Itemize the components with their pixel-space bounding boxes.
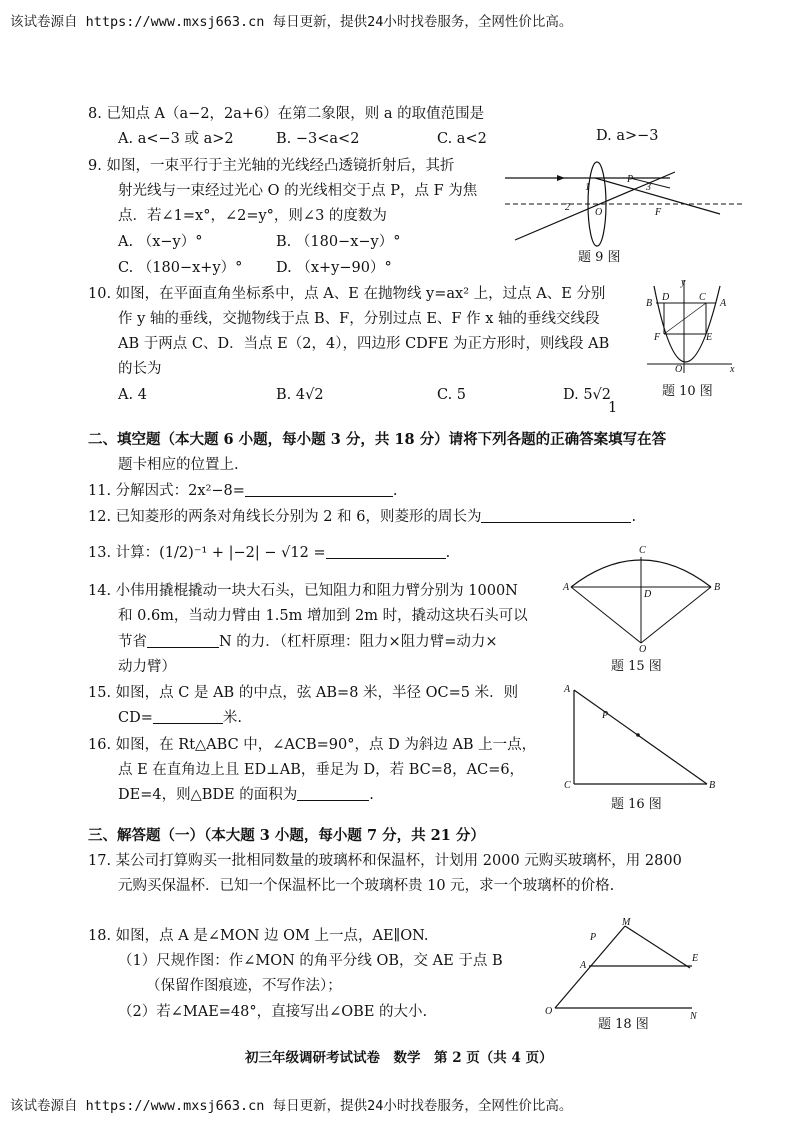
q8-stem: 8. 已知点 A（a−2，2a+6）在第二象限，则 a 的取值范围是 [88,106,485,122]
q18-line-4: （2）若∠MAE=48°，直接写出∠OBE 的大小. [118,1004,428,1020]
source-banner-top: 该试卷源自 https://www.mxsj663.cn 每日更新，提供24小时找卷服务，全网性价比高。 [10,14,573,30]
q14-line-3 [118,632,498,652]
q10-option-a: A. 4 [118,387,147,403]
q11 [88,481,398,501]
q10-label-d: D [662,292,670,303]
q11-text: 11. 分解因式：2x²−8= [88,483,245,499]
q15-label-b: B [714,582,721,593]
q14-answer-blank[interactable] [147,633,219,648]
q9-line-1: 9. 如图，一束平行于主光轴的光线经凸透镜折射后，其折 [88,158,455,174]
section-2-heading-cont: 题卡相应的位置上. [118,457,239,473]
q15-line-2-start: CD= [118,710,153,726]
q13 [88,543,450,563]
q15-label-o: O [639,644,647,655]
q11-end: . [392,483,398,499]
q10-option-d: D. 5√2 [563,387,612,403]
q9-option-a: A. （x−y）° [118,234,203,250]
q10-label-o: O [675,364,683,375]
q18-label-a: A [580,960,587,971]
q17-line-1: 17. 某公司打算购买一批相同数量的玻璃杯和保温杯，计划用 2000 元购买玻璃杯，用 2800 [88,853,682,869]
q14-line-3-start: 节省 [118,634,147,650]
q10-figure [642,278,734,373]
q10-page-mark: 1 [608,400,618,416]
q15-caption: 题 15 图 [611,659,662,674]
q15-line-1: 15. 如图，点 C 是 AB 的中点，弦 AB=8 米，半径 OC=5 米．则 [88,685,519,701]
q16-label-c: C [564,780,571,791]
q9-label-3: 3 [646,182,651,193]
q9-label-1: 1 [585,182,590,193]
q9-line-2: 射光线与一束经过光心 O 的光线相交于点 P，点 F 为焦 [118,183,478,199]
section-3-heading: 三、解答题（一）（本大题 3 小题，每小题 7 分，共 21 分） [88,827,485,844]
q15-figure [563,543,731,653]
q10-line-2: 作 y 轴的垂线，交抛物线于点 B、F，分别过点 E、F 作 x 轴的垂线交线段 [118,311,600,327]
q8-option-b: B. −3<a<2 [276,131,360,147]
source-banner-bottom: 该试卷源自 https://www.mxsj663.cn 每日更新，提供24小时找卷服务，全网性价比高。 [10,1098,573,1114]
q9-option-b: B. （180−x−y）° [276,234,401,250]
q16-answer-blank[interactable] [297,786,369,801]
q10-label-x: x [730,364,735,375]
q13-text: 13. 计算：(1/2)⁻¹ + |−2| − √12 = [88,545,326,561]
q10-caption: 题 10 图 [662,384,713,399]
q14-line-4: 动力臂） [118,659,176,675]
q14-line-3-end: N 的力．（杠杆原理：阻力×阻力臂=动力× [219,634,498,650]
q16-label-b: B [709,780,716,791]
q16-caption: 题 16 图 [611,797,662,812]
q8-option-a: A. a<−3 或 a>2 [118,131,234,147]
q12-text: 12. 已知菱形的两条对角线长分别为 2 和 6，则菱形的周长为 [88,509,482,525]
q10-label-c: C [699,292,706,303]
q13-end: . [445,545,451,561]
section-2-heading: 二、填空题（本大题 6 小题，每小题 3 分，共 18 分）请将下列各题的正确答案填写在答 [88,431,667,448]
q15-answer-blank[interactable] [153,709,223,724]
q10-line-3: AB 于两点 C、D．当点 E（2，4），四边形 CDFE 为正方形时，则线段 AB [118,336,610,352]
q18-label-m: M [622,917,631,928]
q16-line-1: 16. 如图，在 Rt△ABC 中，∠ACB=90°，点 D 为斜边 AB 上一点， [88,737,537,753]
q8-option-c: C. a<2 [437,131,487,147]
q10-label-f: F [654,332,661,343]
q9-option-d: D. （x+y−90）° [276,260,392,276]
q16-line-3 [118,785,374,805]
q10-label-y: y [681,277,686,288]
q9-option-c: C. （180−x+y）° [118,260,243,276]
q12-end: . [631,509,637,525]
q9-label-o: O [595,207,603,218]
q11-answer-blank[interactable] [245,482,393,497]
q18-figure [540,917,720,1022]
q15-line-2 [118,708,242,728]
q15-label-a: A [563,582,570,593]
q18-label-e: E [692,953,699,964]
q15-label-d: D [644,589,652,600]
q10-label-a: A [720,298,727,309]
q10-label-b: B [646,298,653,309]
q12-answer-blank[interactable] [481,508,631,523]
q10-option-b: B. 4√2 [276,387,324,403]
q15-line-2-end: 米. [222,710,242,726]
q18-caption: 题 18 图 [598,1017,649,1032]
q18-label-p: P [590,932,597,943]
q10-line-4: 的长为 [118,361,162,377]
q15-label-c: C [639,545,646,556]
q9-label-2: 2 [565,202,570,213]
q14-line-1: 14. 小伟用撬棍撬动一块大石头，已知阻力和阻力臂分别为 1000N [88,583,518,599]
q16-label-p: P [602,710,609,721]
page-footer: 初三年级调研考试试卷 数学 第 2 页（共 4 页） [245,1050,553,1066]
q16-label-a: A [564,684,571,695]
q18-label-o: O [545,1006,553,1017]
q10-label-e: E [706,332,713,343]
q9-line-3: 点．若∠1=x°，∠2=y°，则∠3 的度数为 [118,208,387,224]
q9-caption: 题 9 图 [578,250,621,265]
q16-figure [562,682,722,792]
q10-option-c: C. 5 [437,387,467,403]
q16-line-3-start: DE=4，则△BDE 的面积为 [118,787,298,803]
q9-label-p: P [627,174,634,185]
q18-line-1: 18. 如图，点 A 是∠MON 边 OM 上一点，AE∥ON. [88,928,429,944]
q16-line-2: 点 E 在直角边上且 ED⊥AB，垂足为 D，若 BC=8，AC=6， [118,762,525,778]
q18-label-n: N [690,1011,697,1022]
q16-line-3-end: . [369,787,374,803]
q18-line-2: （1）尺规作图：作∠MON 的角平分线 OB，交 AE 于点 B [118,953,503,969]
q14-line-2: 和 0.6m，当动力臂由 1.5m 增加到 2m 时，撬动这块石头可以 [118,608,528,624]
q10-line-1: 10. 如图，在平面直角坐标系中，点 A、E 在抛物线 y=ax² 上，过点 A、E 分别 [88,286,606,302]
q8-option-d: D. a>−3 [596,128,659,144]
q18-line-3: （保留作图痕迹，不写作法）； [146,978,342,994]
q9-label-f: F [655,207,662,218]
q12 [88,507,636,527]
q9-figure [505,160,745,245]
q13-answer-blank[interactable] [326,544,446,559]
q17-line-2: 元购买保温杯．已知一个保温杯比一个玻璃杯贵 10 元，求一个玻璃杯的价格. [118,878,615,894]
